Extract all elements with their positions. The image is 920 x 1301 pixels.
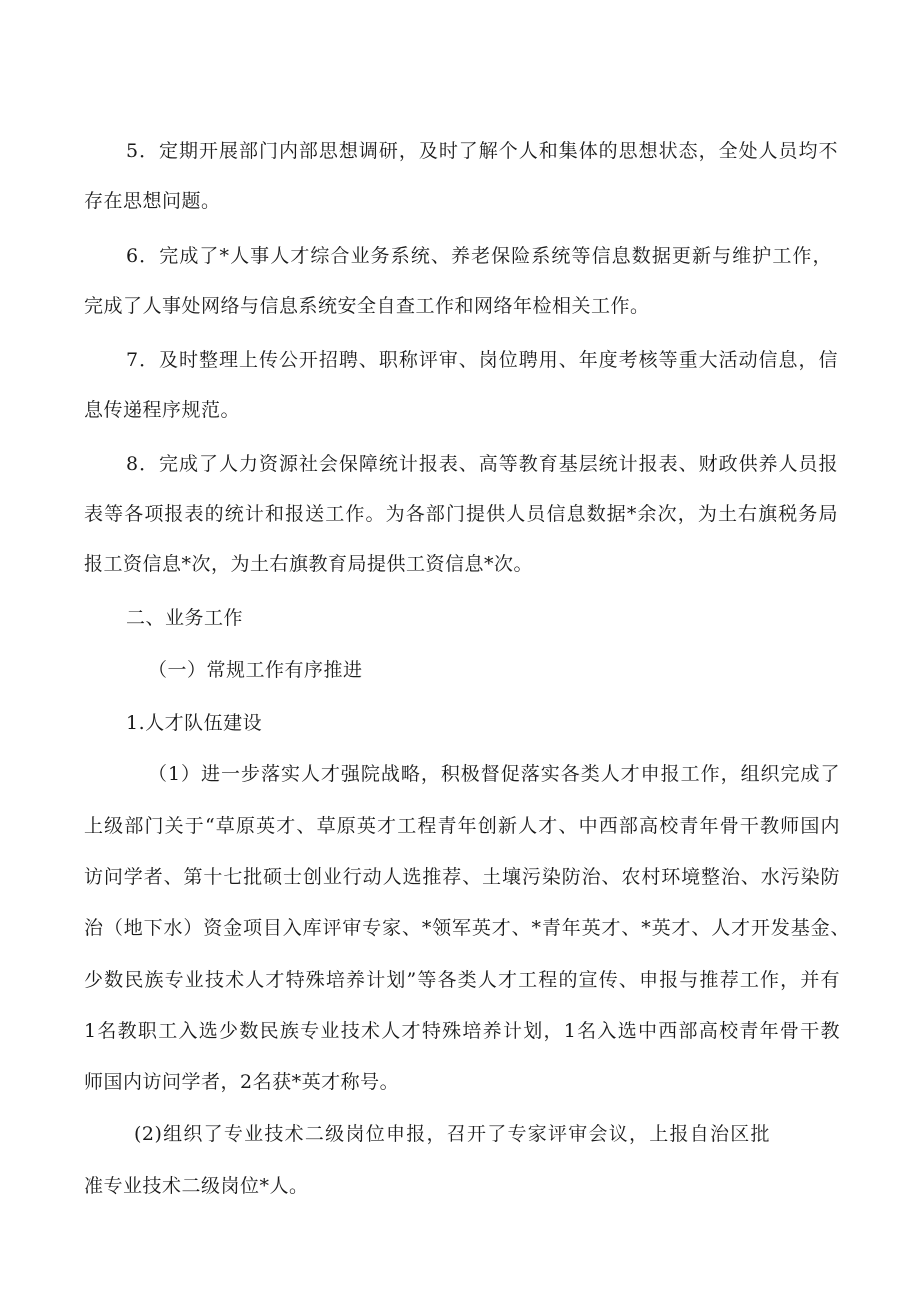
item-1-para-1-line-7: 师国内访问学者，2名获*英才称号。 — [84, 1071, 400, 1093]
item-1-para-2-line-1: (2)组织了专业技术二级岗位申报，召开了专家评审会议，上报自治区批 — [134, 1123, 770, 1145]
item-1-para-1-line-4: 治（地下水）资金项目入库评审专家、*领军英才、*青年英才、*英才、人才开发基金、 — [84, 917, 850, 939]
item-heading: 1.人才队伍建设 — [126, 712, 263, 734]
paragraph-6-line-2: 完成了人事处网络与信息系统安全自查工作和网络年检相关工作。 — [84, 295, 650, 317]
paragraph-8-line-1: 8．完成了人力资源社会保障统计报表、高等教育基层统计报表、财政供养人员报 — [126, 453, 838, 475]
paragraph-8-line-2: 表等各项报表的统计和报送工作。为各部门提供人员信息数据*余次，为土右旗税务局 — [84, 503, 838, 525]
subsection-heading: （一）常规工作有序推进 — [148, 659, 363, 681]
item-1-para-1-line-3: 访问学者、第十七批硕士创业行动人选推荐、土壤污染防治、农村环境整治、水污染防 — [84, 866, 840, 888]
paragraph-7-line-1: 7．及时整理上传公开招聘、职称评审、岗位聘用、年度考核等重大活动信息，信 — [126, 349, 838, 371]
item-1-para-1-line-5: 少数民族专业技术人才特殊培养计划”等各类人才工程的宣传、申报与推荐工作，并有 — [84, 969, 840, 991]
item-1-para-1-line-1: （1）进一步落实人才强院战略，积极督促落实各类人才申报工作，组织完成了 — [148, 763, 840, 785]
item-1-para-1-line-6: 1名教职工入选少数民族专业技术人才特殊培养计划，1名入选中西部高校青年骨干教 — [84, 1020, 840, 1042]
section-heading: 二、业务工作 — [126, 607, 244, 629]
item-1-para-1-line-2: 上级部门关于“草原英才、草原英才工程青年创新人才、中西部高校青年骨干教师国内 — [84, 815, 840, 837]
paragraph-7-line-2: 息传递程序规范。 — [84, 399, 241, 421]
paragraph-5-line-2: 存在思想问题。 — [84, 190, 221, 212]
paragraph-6-line-1: 6．完成了*人事人才综合业务系统、养老保险系统等信息数据更新与维护工作， — [126, 245, 832, 267]
paragraph-5-line-1: 5．定期开展部门内部思想调研，及时了解个人和集体的思想状态，全处人员均不 — [126, 140, 838, 162]
item-1-para-2-line-2: 准专业技术二级岗位*人。 — [84, 1175, 309, 1197]
paragraph-8-line-3: 报工资信息*次，为土右旗教育局提供工资信息*次。 — [84, 553, 534, 575]
